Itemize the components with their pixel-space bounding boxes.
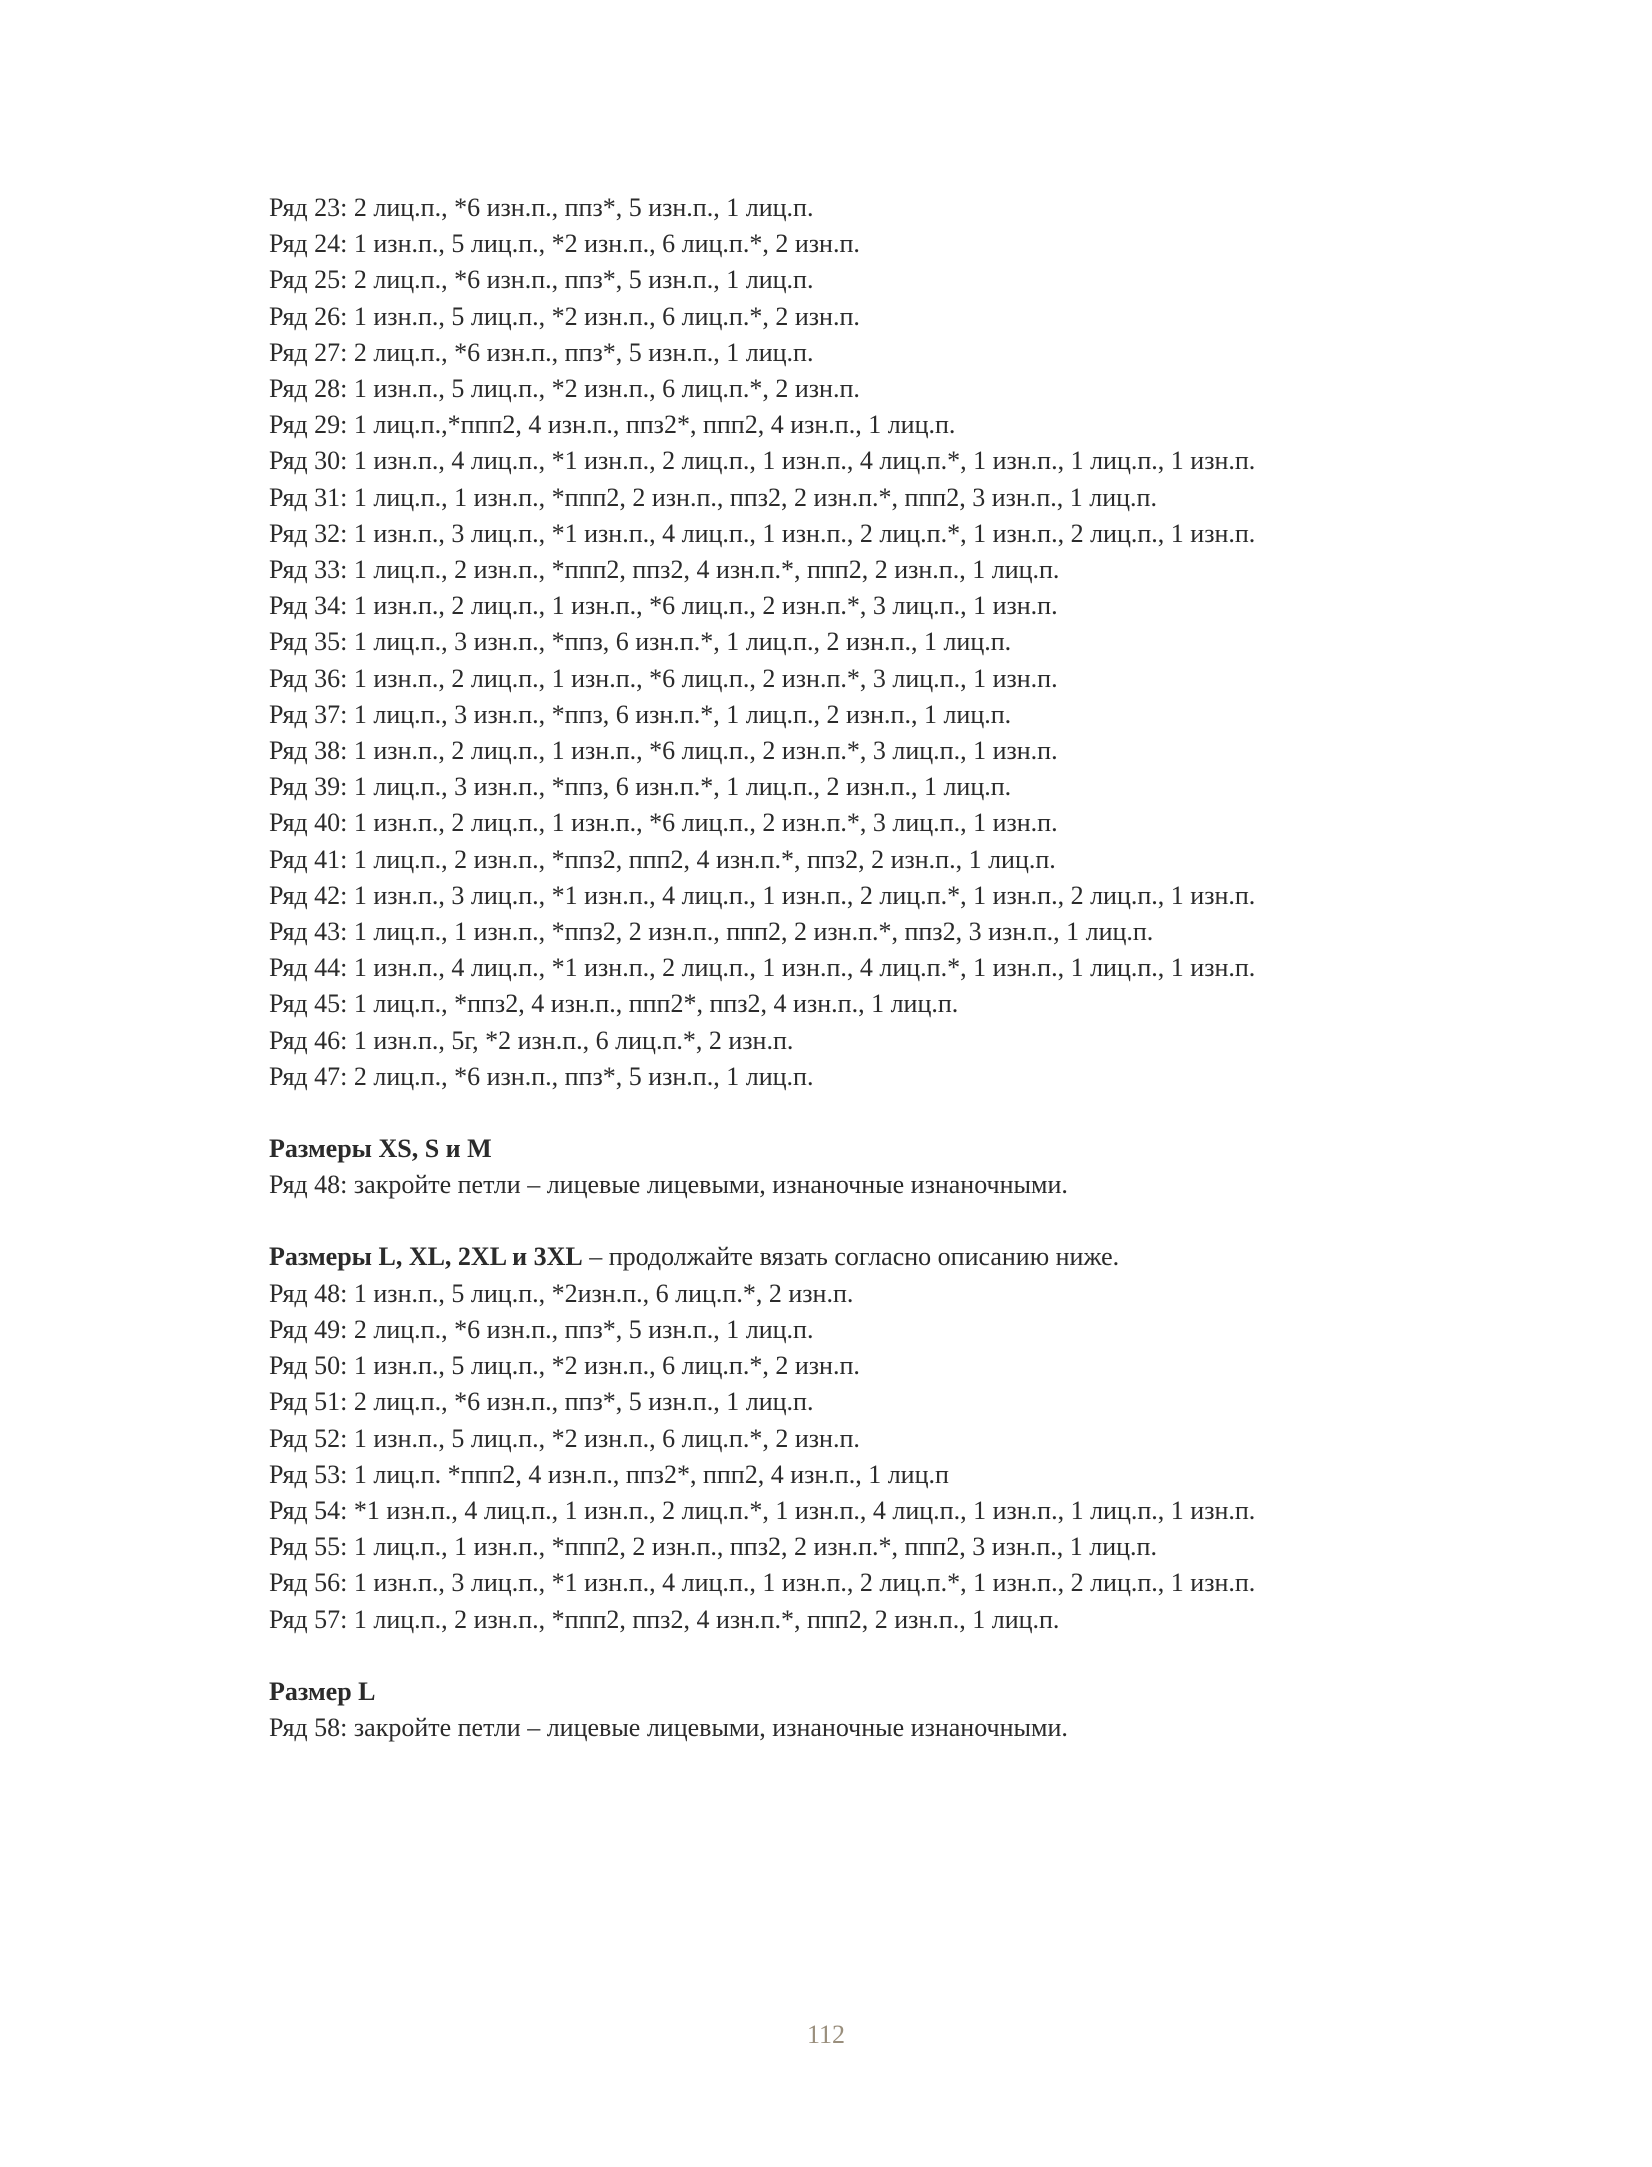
instruction-row: Ряд 41: 1 лиц.п., 2 изн.п., *ппз2, ппп2, 4 изн.п.*, ппз2, 2 изн.п., 1 лиц.п. [269,844,1056,874]
instruction-row: Ряд 58: закройте петли – лицевые лицевыми, изнаночные изнаночными. [269,1712,1068,1742]
instruction-row: Ряд 43: 1 лиц.п., 1 изн.п., *ппз2, 2 изн.п., ппп2, 2 изн.п.*, ппз2, 3 изн.п., 1 лиц.п. [269,917,1154,947]
instruction-row: Ряд 23: 2 лиц.п., *6 изн.п., ппз*, 5 изн.п., 1 лиц.п. [269,193,814,222]
section-heading-line [269,1239,1589,1275]
instruction-row: Ряд 44: 1 изн.п., 4 лиц.п., *1 изн.п., 2 лиц.п., 1 изн.п., 4 лиц.п.*, 1 изн.п., 1 лиц.п., 1 изн.п. [269,953,1256,983]
instruction-row: Ряд 48: закройте петли – лицевые лицевыми, изнаночные изнаночными. [269,1170,1068,1200]
instruction-row: Ряд 55: 1 лиц.п., 1 изн.п., *ппп2, 2 изн.п., ппз2, 2 изн.п.*, ппп2, 3 изн.п., 1 лиц.п. [269,1532,1157,1562]
instruction-row: Ряд 27: 2 лиц.п., *6 изн.п., ппз*, 5 изн.п., 1 лиц.п. [269,337,814,367]
instruction-row: Ряд 45: 1 лиц.п., *ппз2, 4 изн.п., ппп2*, ппз2, 4 изн.п., 1 лиц.п. [269,989,959,1019]
section-l [269,1674,1589,1746]
instruction-row: Ряд 49: 2 лиц.п., *6 изн.п., ппз*, 5 изн.п., 1 лиц.п. [269,1314,814,1344]
instruction-row: Ряд 40: 1 изн.п., 2 лиц.п., 1 изн.п., *6 лиц.п., 2 изн.п.*, 3 лиц.п., 1 изн.п. [269,808,1058,838]
section-xs-s-m [269,1131,1589,1203]
section-heading: Размер L [269,1676,376,1706]
rows-23-47 [269,190,1589,1095]
instruction-row: Ряд 28: 1 изн.п., 5 лиц.п., *2 изн.п., 6 лиц.п.*, 2 изн.п. [269,374,860,404]
instruction-row: Ряд 42: 1 изн.п., 3 лиц.п., *1 изн.п., 4 лиц.п., 1 изн.п., 2 лиц.п.*, 1 изн.п., 2 лиц.п., 1 изн.п. [269,880,1256,910]
instruction-row: Ряд 54: *1 изн.п., 4 лиц.п., 1 изн.п., 2 лиц.п.*, 1 изн.п., 4 лиц.п., 1 изн.п., 1 лиц.п., 1 изн.п. [269,1495,1256,1525]
spacer [269,1095,1589,1131]
instruction-row: Ряд 29: 1 лиц.п.,*ппп2, 4 изн.п., ппз2*, ппп2, 4 изн.п., 1 лиц.п. [269,410,956,440]
instruction-row: Ряд 56: 1 изн.п., 3 лиц.п., *1 изн.п., 4 лиц.п., 1 изн.п., 2 лиц.п.*, 1 изн.п., 2 лиц.п., 1 изн.п. [269,1568,1256,1598]
instruction-row: Ряд 57: 1 лиц.п., 2 изн.п., *ппп2, ппз2, 4 изн.п.*, ппп2, 2 изн.п., 1 лиц.п. [269,1604,1060,1634]
instruction-row: Ряд 30: 1 изн.п., 4 лиц.п., *1 изн.п., 2 лиц.п., 1 изн.п., 4 лиц.п.*, 1 изн.п., 1 лиц.п., 1 изн.п. [269,446,1256,476]
instruction-row: Ряд 48: 1 изн.п., 5 лиц.п., *2изн.п., 6 лиц.п.*, 2 изн.п. [269,1278,854,1308]
instruction-row: Ряд 47: 2 лиц.п., *6 изн.п., ппз*, 5 изн.п., 1 лиц.п. [269,1061,814,1091]
instruction-row: Ряд 25: 2 лиц.п., *6 изн.п., ппз*, 5 изн.п., 1 лиц.п. [269,265,814,295]
instruction-row: Ряд 32: 1 изн.п., 3 лиц.п., *1 изн.п., 4 лиц.п., 1 изн.п., 2 лиц.п.*, 1 изн.п., 2 лиц.п., 1 изн.п. [269,518,1256,548]
instruction-row: Ряд 33: 1 лиц.п., 2 изн.п., *ппп2, ппз2, 4 изн.п.*, ппп2, 2 изн.п., 1 лиц.п. [269,555,1060,585]
instruction-row: Ряд 26: 1 изн.п., 5 лиц.п., *2 изн.п., 6 лиц.п.*, 2 изн.п. [269,301,860,331]
instruction-row: Ряд 39: 1 лиц.п., 3 изн.п., *ппз, 6 изн.п.*, 1 лиц.п., 2 изн.п., 1 лиц.п. [269,772,1012,802]
text-column [269,190,1589,1746]
spacer [269,1203,1589,1239]
instruction-row: Ряд 34: 1 изн.п., 2 лиц.п., 1 изн.п., *6 лиц.п., 2 изн.п.*, 3 лиц.п., 1 изн.п. [269,591,1058,621]
section-heading: Размеры XS, S и M [269,1134,492,1164]
section-heading: Размеры L, XL, 2XL и 3XL [269,1242,583,1272]
instruction-row: Ряд 46: 1 изн.п., 5г, *2 изн.п., 6 лиц.п.*, 2 изн.п. [269,1025,794,1055]
instruction-row: Ряд 50: 1 изн.п., 5 лиц.п., *2 изн.п., 6 лиц.п.*, 2 изн.п. [269,1351,860,1381]
instruction-row: Ряд 51: 2 лиц.п., *6 изн.п., ппз*, 5 изн.п., 1 лиц.п. [269,1387,814,1417]
instruction-row: Ряд 53: 1 лиц.п. *ппп2, 4 изн.п., ппз2*, ппп2, 4 изн.п., 1 лиц.п [269,1459,949,1489]
instruction-row: Ряд 52: 1 изн.п., 5 лиц.п., *2 изн.п., 6 лиц.п.*, 2 изн.п. [269,1423,860,1453]
instruction-row: Ряд 36: 1 изн.п., 2 лиц.п., 1 изн.п., *6 лиц.п., 2 изн.п.*, 3 лиц.п., 1 изн.п. [269,663,1058,693]
instruction-row: Ряд 38: 1 изн.п., 2 лиц.п., 1 изн.п., *6 лиц.п., 2 изн.п.*, 3 лиц.п., 1 изн.п. [269,736,1058,766]
instruction-row: Ряд 37: 1 лиц.п., 3 изн.п., *ппз, 6 изн.п.*, 1 лиц.п., 2 изн.п., 1 лиц.п. [269,699,1012,729]
section-heading-note: – продолжайте вязать согласно описанию ниже. [582,1242,1120,1272]
instruction-row: Ряд 31: 1 лиц.п., 1 изн.п., *ппп2, 2 изн.п., ппз2, 2 изн.п.*, ппп2, 3 изн.п., 1 лиц.п. [269,482,1157,512]
section-l-xl-2xl-3xl [269,1239,1589,1637]
spacer [269,1638,1589,1674]
instruction-row: Ряд 24: 1 изн.п., 5 лиц.п., *2 изн.п., 6 лиц.п.*, 2 изн.п. [269,229,860,259]
page-number: 112 [806,2020,846,2049]
instruction-row: Ряд 35: 1 лиц.п., 3 изн.п., *ппз, 6 изн.п.*, 1 лиц.п., 2 изн.п., 1 лиц.п. [269,627,1012,657]
